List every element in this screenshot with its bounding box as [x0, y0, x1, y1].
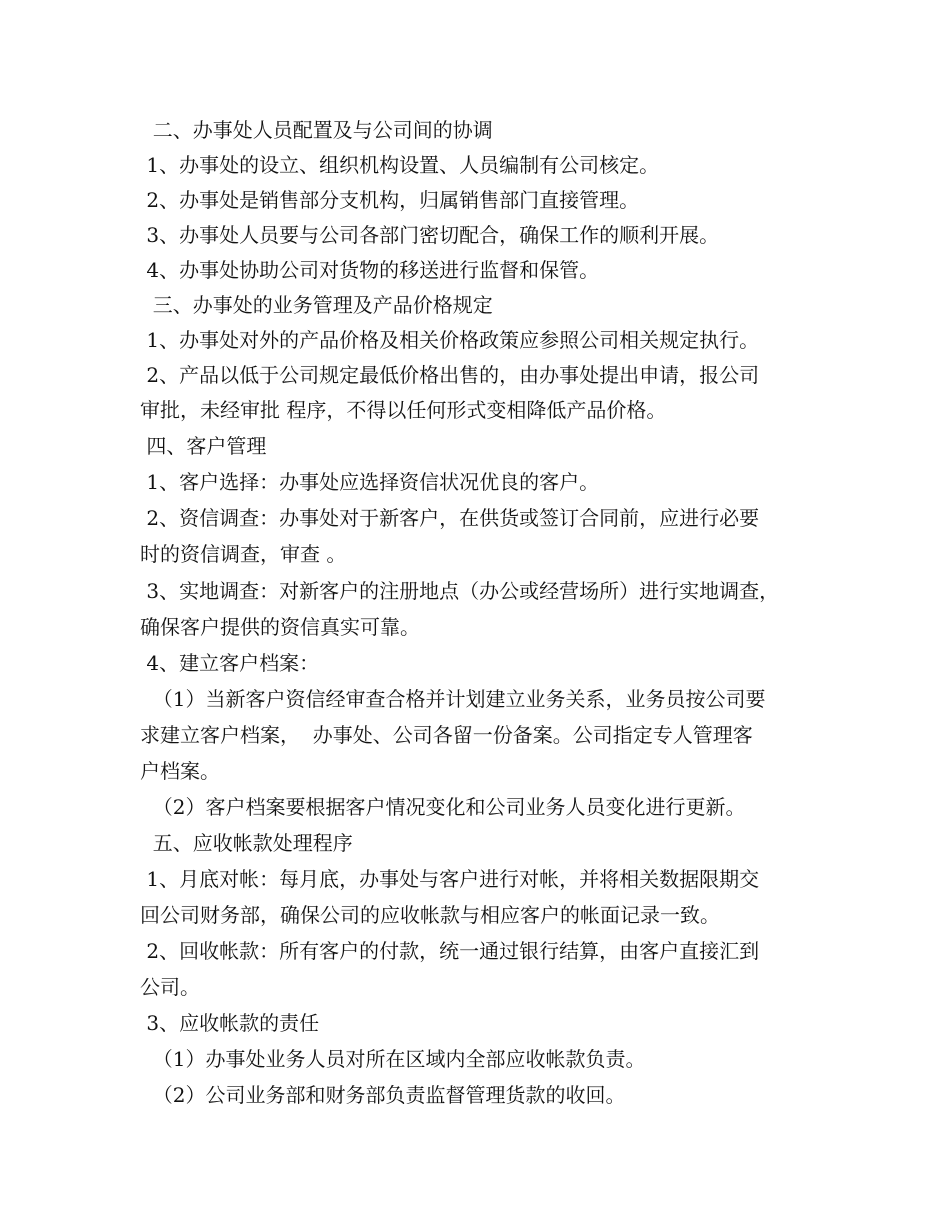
body-line: 回公司财务部，确保公司的应收帐款与相应客户的帐面记录一致。	[140, 903, 720, 927]
body-line: 公司。	[140, 975, 200, 999]
body-line: 审批，未经审批 程序，不得以任何形式变相降低产品价格。	[140, 398, 667, 422]
body-line: 户档案。	[140, 759, 220, 783]
heading-line: 五、应收帐款处理程序	[140, 831, 353, 855]
body-line: 4、办事处协助公司对货物的移送进行监督和保管。	[140, 258, 600, 282]
body-line: 1、办事处对外的产品价格及相关价格政策应参照公司相关规定执行。	[140, 328, 760, 352]
body-line: 1、客户选择：办事处应选择资信状况优良的客户。	[140, 470, 600, 494]
body-line: 2、办事处是销售部分支机构，归属销售部门直接管理。	[140, 188, 640, 212]
body-line: 1、办事处的设立、组织机构设置、人员编制有公司核定。	[140, 153, 660, 177]
body-line: 1、月底对帐：每月底，办事处与客户进行对帐，并将相关数据限期交	[140, 867, 760, 891]
body-line: 时的资信调查，审查 。	[140, 542, 347, 566]
body-line: （2）客户档案要根据客户情况变化和公司业务人员变化进行更新。	[140, 795, 746, 819]
body-line: （2）公司业务部和财务部负责监督管理货款的收回。	[140, 1083, 626, 1107]
body-line: 2、资信调查：办事处对于新客户，在供货或签订合同前，应进行必要	[140, 506, 760, 530]
body-line: 3、实地调查：对新客户的注册地点（办公或经营场所）进行实地调查，	[140, 579, 780, 603]
heading-line: 二、办事处人员配置及与公司间的协调	[140, 118, 493, 142]
heading-line: 四、客户管理	[140, 434, 267, 458]
body-line: 2、产品以低于公司规定最低价格出售的，由办事处提出申请，报公司	[140, 363, 760, 387]
body-line: （1）当新客户资信经审查合格并计划建立业务关系，业务员按公司要	[140, 687, 766, 711]
body-line: （1）办事处业务人员对所在区域内全部应收帐款负责。	[140, 1047, 646, 1071]
body-line: 2、回收帐款：所有客户的付款，统一通过银行结算，由客户直接汇到	[140, 939, 760, 963]
body-line: 求建立客户档案， 办事处、公司各留一份备案。公司指定专人管理客	[140, 723, 753, 747]
body-line: 4、建立客户档案：	[140, 651, 320, 675]
body-line: 3、应收帐款的责任	[140, 1011, 320, 1035]
body-line: 3、办事处人员要与公司各部门密切配合，确保工作的顺利开展。	[140, 223, 720, 247]
body-line: 确保客户提供的资信真实可靠。	[140, 615, 420, 639]
heading-line: 三、办事处的业务管理及产品价格规定	[140, 293, 493, 317]
